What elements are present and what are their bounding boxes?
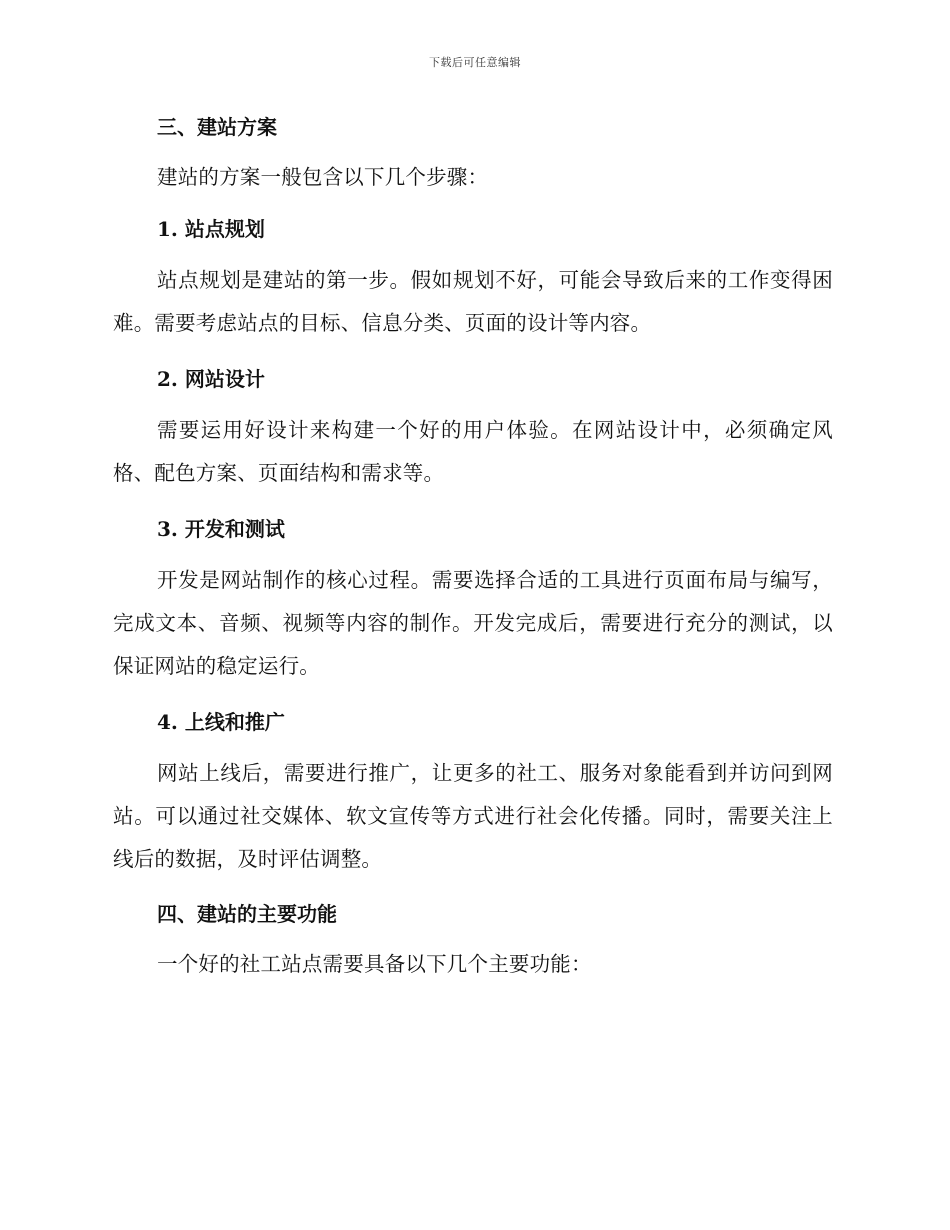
- step-two-paragraph: 需要运用好设计来构建一个好的用户体验。在网站设计中，必须确定风格、配色方案、页面结构和需求等。: [113, 418, 833, 485]
- section-four-heading: 四、建站的主要功能: [157, 902, 337, 926]
- page-header-note: 下载后可任意编辑: [429, 56, 521, 69]
- document-body: [113, 108, 833, 986]
- step-four-paragraph: 网站上线后，需要进行推广，让更多的社工、服务对象能看到并访问到网站。可以通过社交媒体、软文宣传等方式进行社会化传播。同时，需要关注上线后的数据，及时评估调整。: [113, 761, 833, 871]
- step-four-heading: 4. 上线和推广: [157, 710, 285, 734]
- section-three-heading: 三、建站方案: [157, 115, 277, 139]
- section-four-intro: 一个好的社工站点需要具备以下几个主要功能：: [157, 952, 592, 976]
- step-three-paragraph: 开发是网站制作的核心过程。需要选择合适的工具进行页面布局与编写，完成文本、音频、视频等内容的制作。开发完成后，需要进行充分的测试，以保证网站的稳定运行。: [113, 568, 833, 678]
- step-two-heading: 2. 网站设计: [157, 367, 265, 391]
- step-one-heading: 1. 站点规划: [157, 217, 265, 241]
- section-three-intro: 建站的方案一般包含以下几个步骤：: [157, 165, 489, 189]
- step-three-heading: 3. 开发和测试: [157, 517, 285, 541]
- step-one-paragraph: 站点规划是建站的第一步。假如规划不好，可能会导致后来的工作变得困难。需要考虑站点的目标、信息分类、页面的设计等内容。: [113, 268, 833, 335]
